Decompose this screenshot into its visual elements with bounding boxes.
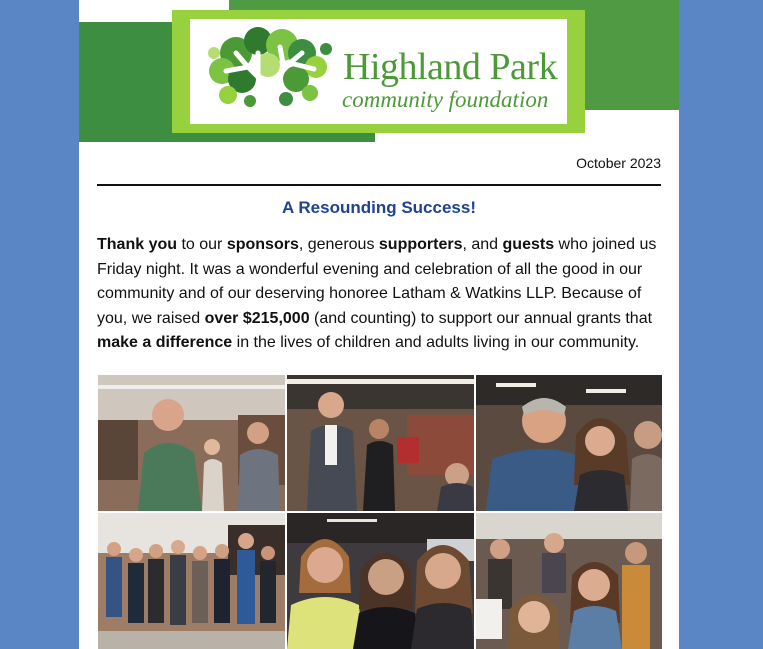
bold-thank-you: Thank you	[97, 236, 178, 253]
divider	[97, 184, 661, 186]
logo-subtitle: community foundation	[342, 87, 549, 112]
photo-group[interactable]	[98, 513, 285, 649]
bold-make-a-difference: make a difference	[97, 334, 233, 351]
newsletter-date: October 2023	[576, 155, 661, 171]
photo-smiling-couple[interactable]	[476, 375, 662, 511]
logo-title: Highland Park	[343, 46, 558, 88]
body-text-span: (and counting) to support our annual grants that	[309, 309, 653, 327]
photo-grid	[98, 375, 660, 649]
body-text-span: , generous	[298, 236, 379, 253]
bold-amount-raised: over $215,000	[204, 309, 310, 327]
photo-man-speaking[interactable]	[98, 375, 285, 511]
newsletter-card	[79, 0, 679, 649]
tree-logo-icon	[198, 23, 338, 121]
photo-crowd[interactable]	[476, 513, 662, 649]
headline: A Resounding Success!	[282, 198, 476, 217]
body-text-span: in the lives of children and adults living in our community.	[232, 334, 640, 351]
body-text-span: to our	[177, 236, 227, 253]
logo-frame	[172, 10, 585, 133]
logo[interactable]	[190, 19, 567, 124]
bold-sponsors: sponsors	[226, 236, 299, 253]
body-text-span: , and	[462, 236, 503, 253]
bold-guests: guests	[502, 236, 555, 253]
body-text-span: who joined us Friday night. It was a wonderful evening and celebration of all the good in our community and of our deserving honoree Latham & Watkins LLP. Because of you, we raised	[97, 236, 657, 327]
photo-three-women[interactable]	[287, 513, 474, 649]
bold-supporters: supporters	[378, 236, 463, 253]
photo-man-in-suit[interactable]	[287, 375, 474, 511]
body-paragraph	[97, 233, 665, 356]
